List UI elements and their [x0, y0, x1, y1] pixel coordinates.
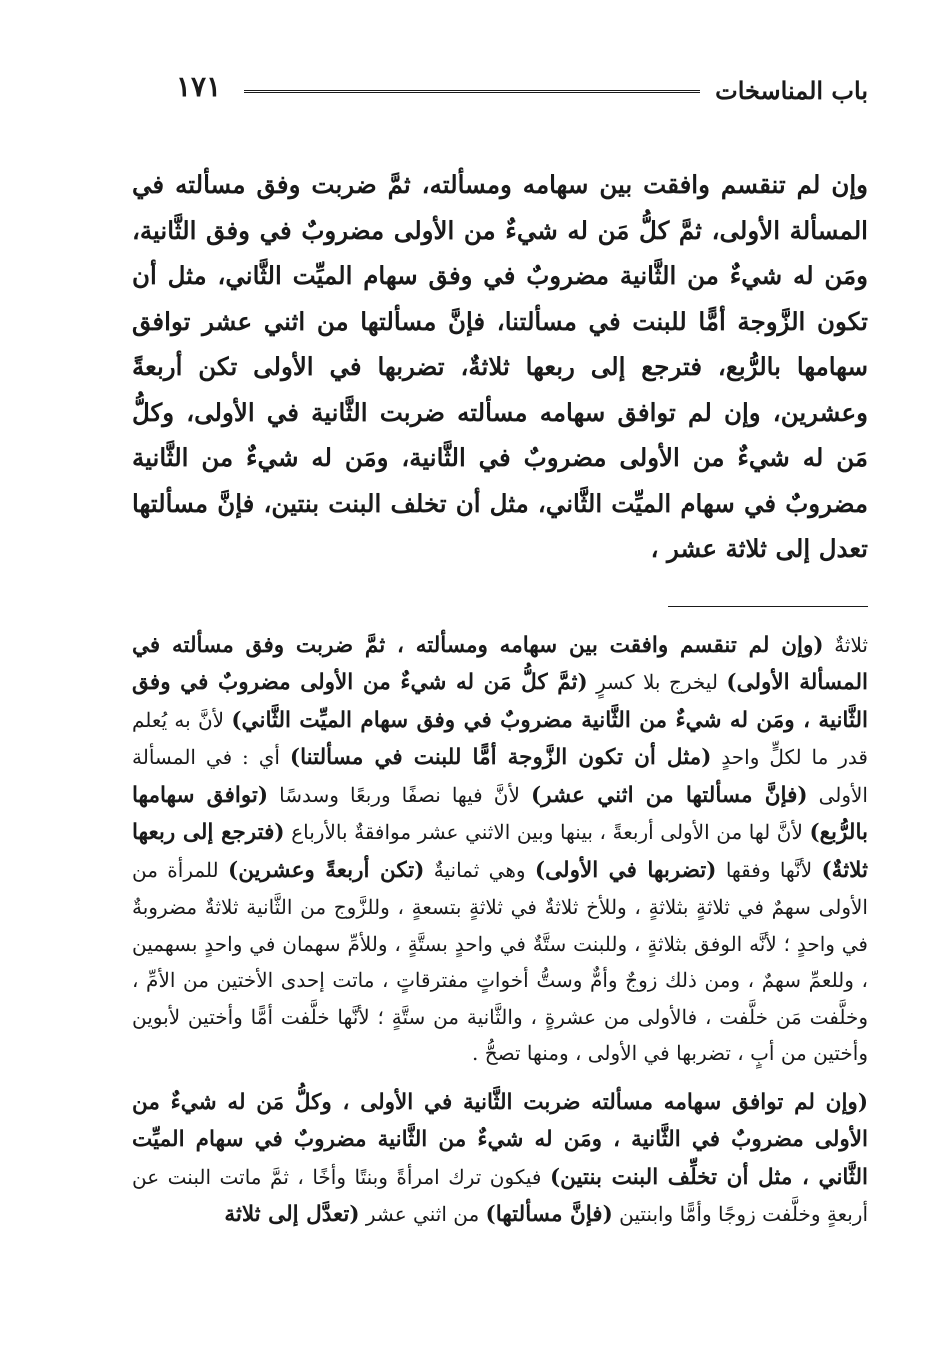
quoted-matn: (ثمَّ كلُّ مَن له شيءٌ من الأولى مضروبٌ في وفق الثَّانية ، ومَن له شيءٌ من الثَّانية مضروبٌ في وفق سهام الميِّت الثَّاني) — [132, 670, 868, 733]
commentary-text: وهي ثمانيةٌ — [424, 857, 535, 882]
commentary-text: أي : في المسألة الأولى — [132, 745, 868, 807]
commentary-text: لأنَّ لها من الأولى أربعةً ، بينها وبين الاثني عشر موافقةٌ بالأرباع — [284, 820, 810, 844]
quoted-matn: (تضربها في الأولى) — [534, 857, 717, 883]
commentary-text: فيكون ترك امرأةً وبنتًا وأخًا ، ثمَّ ماتت البنت عن أربعةٍ وخلَّفت زوجًا وأمًّا وابنتين — [132, 1164, 868, 1226]
commentary-text: للمرأة من الأولى سهمٌ في ثلاثةٍ بثلاثةٍ ، وللأخ ثلاثةٌ في ثلاثةٍ بتسعةٍ ، وللزَّوج من الثَّانية ثلاثةٌ مضروبةٌ في واحدٍ ؛ لأنَّه الوفق بثلاثةٍ ، وللبنت ستَّةٌ في واحدٍ بستَّةٍ ، وللأمِّ سهمان في واحدٍ بسهمين ، وللعمِّ سهمٌ ، ومن ذلك زوجٌ وأمٌّ وستُّ أخواتٍ مفترقاتٍ ، ماتت إحدى الأختين من الأمِّ ، وخلَّفت مَن خلَّفت ، فالأولى من عشرةٍ ، والثَّانية من ستَّةٍ ؛ لأنَّها خلَّفت أمًّا وأختين لأبوين وأختين من أبٍ ، تضربها في الأولى ، ومنها تصحُّ . — [132, 857, 868, 1065]
quoted-matn: (مثل أن تكون الزَّوجة أمًّا للبنت في مسألتنا) — [289, 745, 712, 770]
quoted-matn: (فإنَّ مسألتها) — [485, 1202, 613, 1227]
header-rule — [244, 90, 700, 95]
commentary-text: ثلاثةٌ — [823, 632, 868, 657]
quoted-matn: (وإن لم تنقسم وافقت بين سهامه ومسألته ، ثمَّ ضربت وفق مسألته في المسألة الأولى) — [132, 632, 868, 695]
quoted-matn: (تكن أربعةً وعشرين) — [228, 857, 425, 883]
quoted-matn: (وإن لم توافق سهامه مسألته ضربت الثَّانية في الأولى ، وكلُّ مَن له شيءٌ من الأولى مضروبٌ في الثَّانية ، ومَن له شيءٌ من الثَّانية مضروبٌ في سهام الميِّت الثَّاني ، مثل أن تخلِّف البنت بنتين) — [132, 1089, 868, 1190]
commentary-paragraph-1 — [132, 627, 868, 1072]
chapter-title: باب المناسخات — [715, 76, 868, 105]
quoted-matn: (فترجع إلى ربعها ثلاثةٌ) — [132, 820, 868, 883]
main-text: وإن لم تنقسم وافقت بين سهامه ومسألته، ثمَّ ضربت وفق مسألته في المسألة الأولى، ثمَّ كلُّ مَن له شيءٌ من الأولى مضروبٌ في وفق الثَّانية، ومَن له شيءٌ من الثَّانية مضروبٌ في وفق سهام الميِّت الثَّاني، مثل أن تكون الزَّوجة أمًّا للبنت في مسألتنا، فإنَّ مسألتها من اثني عشر توافق سهامها بالرُّبع، فترجع إلى ربعها ثلاثةٌ، تضربها في الأولى تكن أربعةً وعشرين، وإن لم توافق سهامه مسألته ضربت الثَّانية في الأولى، وكلُّ مَن له شيءٌ من الأولى مضروبٌ في الثَّانية، ومَن له شيءٌ من الثَّانية مضروبٌ في سهام الميِّت الثَّاني، مثل أن تخلف البنت بنتين، فإنَّ مسألتها تعدل إلى ثلاثة عشر ، — [132, 170, 868, 563]
commentary — [132, 627, 868, 1234]
commentary-paragraph-2 — [132, 1084, 868, 1234]
commentary-text: من اثني عشر — [359, 1202, 486, 1226]
commentary-text: لأنَّها وفقها — [716, 857, 822, 882]
quoted-matn: (توافق سهامها بالرُّبع) — [132, 782, 868, 845]
quoted-matn: (تعدَّل إلى ثلاثة — [224, 1202, 360, 1227]
page-number: ١٧١ — [176, 70, 222, 103]
commentary-text: ليخرج بلا كسرٍ — [587, 670, 727, 694]
quoted-matn: (فإنَّ مسألتها من اثني عشر) — [530, 782, 808, 808]
commentary-text: لأنَّ فيها نصفًا وربعًا وسدسًا — [268, 782, 531, 807]
footnote-divider — [668, 606, 868, 607]
commentary-text: لأنَّ به يُعلم قدر ما لكلٍّ واحدٍ — [132, 707, 868, 769]
page-header — [132, 66, 868, 110]
